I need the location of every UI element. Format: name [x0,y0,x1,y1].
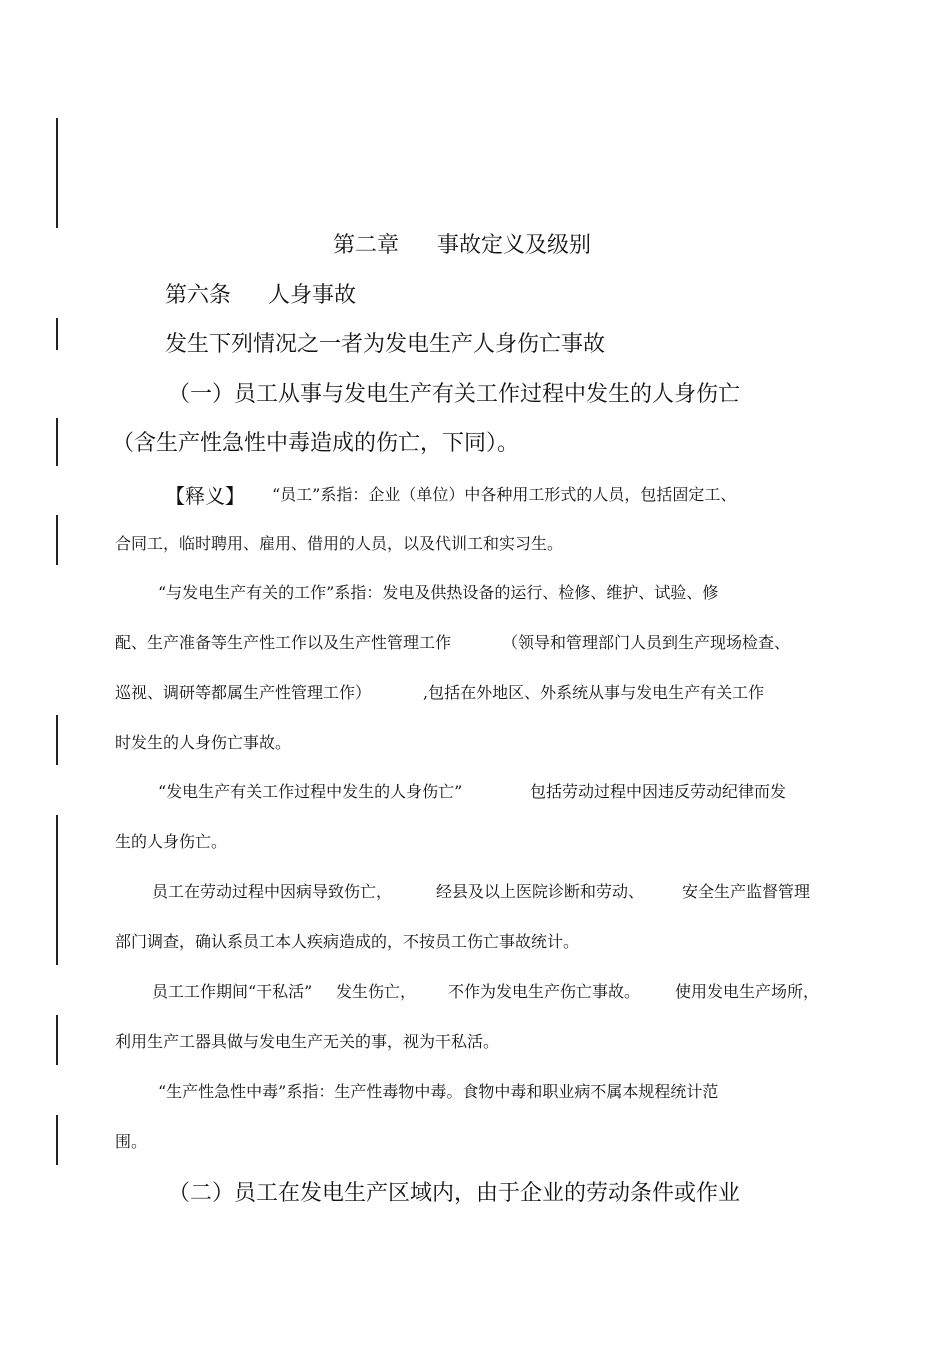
explanation-p5-line-1a: 员工工作期间“干私活” [152,982,313,1001]
explanation-p2-line-3a: 巡视、调研等都属生产性管理工作） [115,683,372,702]
chapter-number: 第二章 [333,233,400,258]
explanation-p2-line-1: “与发电生产有关的工作”系指：发电及供热设备的运行、检修、维护、试验、修 [158,583,719,602]
item-2-line-1: （二）员工在发电生产区域内，由于企业的劳动条件或作业 [168,1181,741,1206]
explanation-p6-line-2: 围。 [115,1132,148,1151]
explanation-p4-line-1a: 员工在劳动过程中因病导致伤亡， [152,882,393,901]
item-1-line-1: （一）员工从事与发电生产有关工作过程中发生的人身伤亡 [168,382,741,407]
margin-bar [56,815,58,965]
explanation-p1-line-2: 合同工，临时聘用、雇用、借用的人员，以及代训工和实习生。 [115,534,564,553]
margin-bar [56,318,58,350]
explanation-p2-line-3b: ,包括在外地区、外系统从事与发电生产有关工作 [423,683,765,702]
margin-bar [56,118,58,228]
explanation-p3-line-1b: 包括劳动过程中因违反劳动纪律而发 [530,782,787,801]
margin-bar [56,1015,58,1065]
explanation-p5-line-2: 利用生产工器具做与发电生产无关的事，视为干私活。 [115,1032,500,1051]
item-1-line-2: （含生产性急性中毒造成的伤亡，下同）。 [112,431,520,456]
explanation-p2-line-4: 时发生的人身伤亡事故。 [115,733,292,752]
article-title: 人身事故 [268,283,357,308]
explanation-p1-line-1: “员工”系指：企业（单位）中各种用工形式的人员，包括固定工、 [272,485,737,504]
explanation-p6-line-1: “生产性急性中毒”系指：生产性毒物中毒。食物中毒和职业病不属本规程统计范 [158,1082,719,1101]
intro-text: 发生下列情况之一者为发电生产人身伤亡事故 [165,332,606,357]
article-number: 第六条 [165,283,232,308]
explanation-p5-line-1b: 发生伤亡， [336,982,417,1001]
explanation-p5-line-1c: 不作为发电生产伤亡事故。 [448,982,641,1001]
explanation-p2-line-2b: （领导和管理部门人员到生产现场检查、 [502,633,791,652]
margin-bar [56,418,58,466]
explanation-p5-line-1d: 使用发电生产场所， [675,982,820,1001]
explanation-p3-line-2: 生的人身伤亡。 [115,832,228,851]
explanation-p3-line-1a: “发电生产有关工作过程中发生的人身伤亡” [158,782,463,801]
explanation-p4-line-1c: 安全生产监督管理 [682,882,811,901]
margin-bar [56,515,58,565]
explanation-p4-line-2: 部门调查，确认系员工本人疾病造成的，不按员工伤亡事故统计。 [115,932,580,951]
explanation-p4-line-1b: 经县及以上医院诊断和劳动、 [436,882,645,901]
margin-bar [56,1115,58,1165]
explanation-label: 【释义】 [165,484,245,508]
chapter-title: 事故定义及级别 [437,233,592,258]
explanation-p2-line-2a: 配、生产准备等生产性工作以及生产性管理工作 [115,633,452,652]
margin-bar [56,715,58,765]
